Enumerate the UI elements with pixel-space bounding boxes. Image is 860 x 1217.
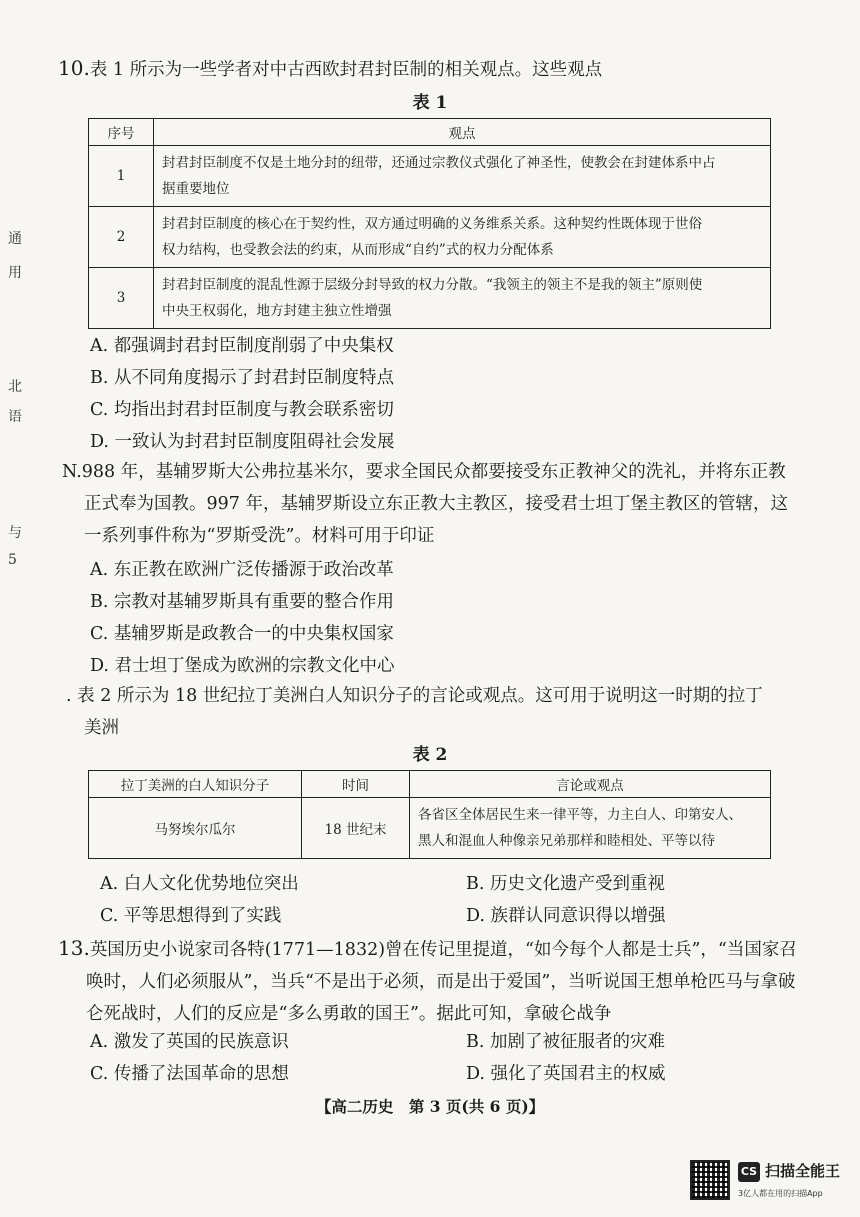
table-row: 2 封君封臣制度的核心在于契约性，双方通过明确的义务维系关系。这种契约性既体现于世俗 权力结构，也受教会法的约束，从而形成“自约”式的权力分配体系 bbox=[89, 207, 771, 268]
option-c[interactable]: C. 平等思想得到了实践 bbox=[100, 906, 282, 926]
option-b[interactable]: B. 宗教对基辅罗斯具有重要的整合作用 bbox=[90, 592, 394, 612]
option-c[interactable]: C. 传播了法国革命的思想 bbox=[90, 1064, 289, 1084]
table-2 bbox=[88, 770, 771, 859]
option-d[interactable]: D. 君士坦丁堡成为欧洲的宗教文化中心 bbox=[90, 656, 395, 676]
scanner-logo-icon: CS bbox=[738, 1162, 760, 1182]
qr-code-icon bbox=[690, 1160, 730, 1200]
option-d[interactable]: D. 一致认为封君封臣制度阻碍社会发展 bbox=[90, 432, 395, 452]
margin-char: 5 bbox=[8, 552, 17, 568]
margin-char: 与 bbox=[8, 525, 22, 541]
question-10-stem: 10.表 1 所示为一些学者对中古西欧封君封臣制的相关观点。这些观点 bbox=[58, 56, 603, 80]
question-number: 10. bbox=[58, 56, 90, 80]
margin-char: 语 bbox=[8, 409, 22, 425]
question-11-stem: N.988 年，基辅罗斯大公弗拉基米尔，要求全国民众都要接受东正教神父的洗礼，并将东正教 正式奉为国教。997 年，基辅罗斯设立东正教大主教区，接受君士坦丁堡主教区的管辖，这 一系列事件称为“罗斯受洗”。材料可用于印证 bbox=[62, 462, 788, 546]
question-number: . bbox=[66, 686, 72, 706]
option-a[interactable]: A. 都强调封君封臣制度削弱了中央集权 bbox=[90, 336, 394, 356]
margin-char: 通 bbox=[8, 231, 22, 247]
table-1-title: 表 1 bbox=[412, 93, 448, 113]
table-header: 观点 bbox=[154, 119, 771, 146]
scanner-brand: 扫描全能王 bbox=[765, 1162, 841, 1180]
question-number: N. bbox=[62, 462, 82, 482]
option-b[interactable]: B. 加剧了被征服者的灾难 bbox=[466, 1032, 665, 1052]
page-footer: 【高二历史 第 3 页(共 6 页)】 bbox=[315, 1097, 545, 1116]
table-header: 言论或观点 bbox=[410, 771, 771, 798]
option-b[interactable]: B. 历史文化遗产受到重视 bbox=[466, 874, 665, 894]
option-d[interactable]: D. 族群认同意识得以增强 bbox=[466, 906, 666, 926]
table-header: 时间 bbox=[302, 771, 410, 798]
table-2-title: 表 2 bbox=[412, 745, 448, 765]
margin-char: 北 bbox=[8, 379, 22, 395]
option-a[interactable]: A. 激发了英国的民族意识 bbox=[90, 1032, 289, 1052]
table-row: 1 封君封臣制度不仅是土地分封的纽带，还通过宗教仪式强化了神圣性，使教会在封建体系中占 据重要地位 bbox=[89, 146, 771, 207]
option-b[interactable]: B. 从不同角度揭示了封君封臣制度特点 bbox=[90, 368, 394, 388]
question-13-stem: 13.英国历史小说家司各特(1771—1832)曾在传记里提道，“如今每个人都是士兵”，“当国家召 唤时，人们必须服从”，当兵“不是出于必须，而是出于爱国”，当听说国王想单枪匹马与拿破 仑死战时，人们的反应是“多么勇敢的国王”。据此可知，拿破仑战争 bbox=[58, 936, 797, 1024]
option-d[interactable]: D. 强化了英国君主的权威 bbox=[466, 1064, 666, 1084]
table-row: 马努埃尔瓜尔 18 世纪末 各省区全体居民生来一律平等，力主白人、印第安人、 黑人和混血人种像亲兄弟那样和睦相处、平等以待 bbox=[89, 798, 771, 859]
scanner-tagline: 3亿人都在用的扫描App bbox=[738, 1189, 823, 1198]
table-1 bbox=[88, 118, 771, 329]
option-c[interactable]: C. 均指出封君封臣制度与教会联系密切 bbox=[90, 400, 394, 420]
table-header: 拉丁美洲的白人知识分子 bbox=[89, 771, 302, 798]
option-a[interactable]: A. 东正教在欧洲广泛传播源于政治改革 bbox=[90, 560, 394, 580]
question-number: 13. bbox=[58, 936, 90, 960]
table-header: 序号 bbox=[89, 119, 154, 146]
option-a[interactable]: A. 白人文化优势地位突出 bbox=[100, 874, 299, 894]
question-12-stem: . 表 2 所示为 18 世纪拉丁美洲白人知识分子的言论或观点。这可用于说明这一时期的拉丁 美洲 bbox=[66, 686, 763, 738]
margin-char: 用 bbox=[8, 265, 22, 281]
table-row: 3 封君封臣制度的混乱性源于层级分封导致的权力分散。“我领主的领主不是我的领主”原则使 中央王权弱化，地方封建主独立性增强 bbox=[89, 268, 771, 329]
option-c[interactable]: C. 基辅罗斯是政教合一的中央集权国家 bbox=[90, 624, 394, 644]
